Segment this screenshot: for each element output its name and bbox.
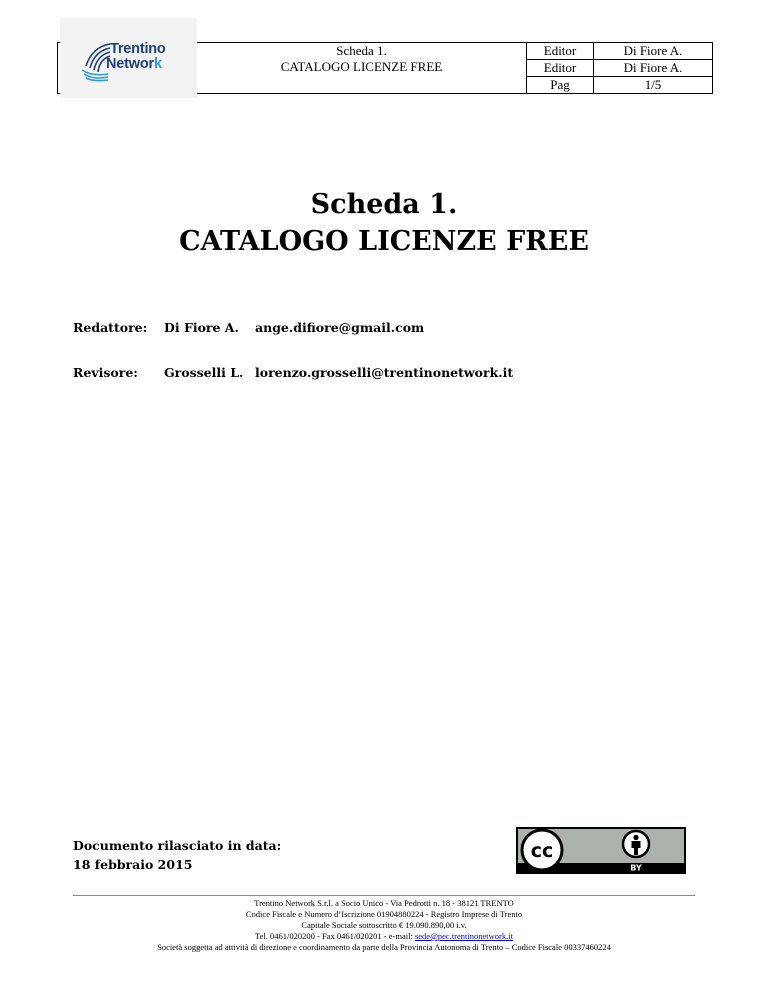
logo-text-line2	[106, 57, 162, 72]
logo-text-line2-k: k	[153, 56, 162, 72]
header-role-2: Editor	[527, 60, 593, 77]
reviewer-email: lorenzo.grosselli@trentinonetwork.it	[255, 365, 514, 380]
footer-email-link[interactable]: sede@pec.trentinonetwork.it	[414, 931, 513, 941]
reviewer-name: Grosselli L.	[164, 365, 244, 380]
release-date: 18 febbraio 2015	[73, 857, 193, 872]
header-value-1: Di Fiore A.	[594, 43, 712, 60]
footer-contact: Tel. 0461/020200 - Fax 0461/020201 - e-mail:	[255, 931, 415, 941]
header-role-3: Pag	[550, 77, 570, 92]
footer-line2: Codice Fiscale e Numero d’Iscrizione 01904880224 - Registro Imprese di Trento	[245, 909, 523, 919]
header-title-cell	[197, 43, 527, 94]
header-role-cell	[527, 43, 594, 94]
attribution-person-icon	[623, 831, 649, 857]
footer-line3: Capitale Sociale sottoscritto € 19.090.890,00 i.v.	[301, 920, 467, 930]
header-title-line1: Scheda 1.	[336, 43, 387, 58]
cc-by-license-badge	[516, 827, 686, 874]
header-value-2: Di Fiore A.	[594, 60, 712, 77]
cc-icon	[522, 830, 562, 870]
header-page-number: 1/5	[644, 77, 662, 92]
reviewer-label: Revisore:	[73, 365, 138, 380]
document-title	[0, 186, 768, 260]
company-logo	[60, 18, 197, 98]
footer-line5: Società soggetta ad attività di direzione e coordinamento da parte della Provincia Autonoma di Trento – Codice Fiscale 00337460224	[157, 942, 611, 952]
editor-email: ange.difiore@gmail.com	[255, 320, 425, 335]
header-value-cell	[594, 43, 713, 94]
header-role-1: Editor	[527, 43, 593, 60]
page-footer	[0, 898, 768, 953]
editor-name: Di Fiore A.	[164, 320, 239, 335]
cc-icon-text: cc	[530, 840, 554, 862]
header-title-line2: CATALOGO LICENZE FREE	[280, 59, 443, 74]
footer-line4	[0, 931, 768, 942]
by-text: BY	[630, 863, 642, 873]
release-label: Documento rilasciato in data:	[73, 838, 282, 853]
editor-label: Redattore:	[73, 320, 148, 335]
document-title-line1: Scheda 1.	[310, 189, 458, 220]
document-title-line2: CATALOGO LICENZE FREE	[179, 226, 589, 257]
release-info	[73, 836, 281, 874]
logo-text-line2-main: Networ	[106, 56, 154, 72]
footer-line1: Trentino Network S.r.l. a Socio Unico - Via Pedrotti n. 18 - 38121 TRENTO	[254, 898, 514, 908]
logo-text-line1: Trentino	[110, 41, 166, 57]
footer-divider	[73, 895, 695, 896]
